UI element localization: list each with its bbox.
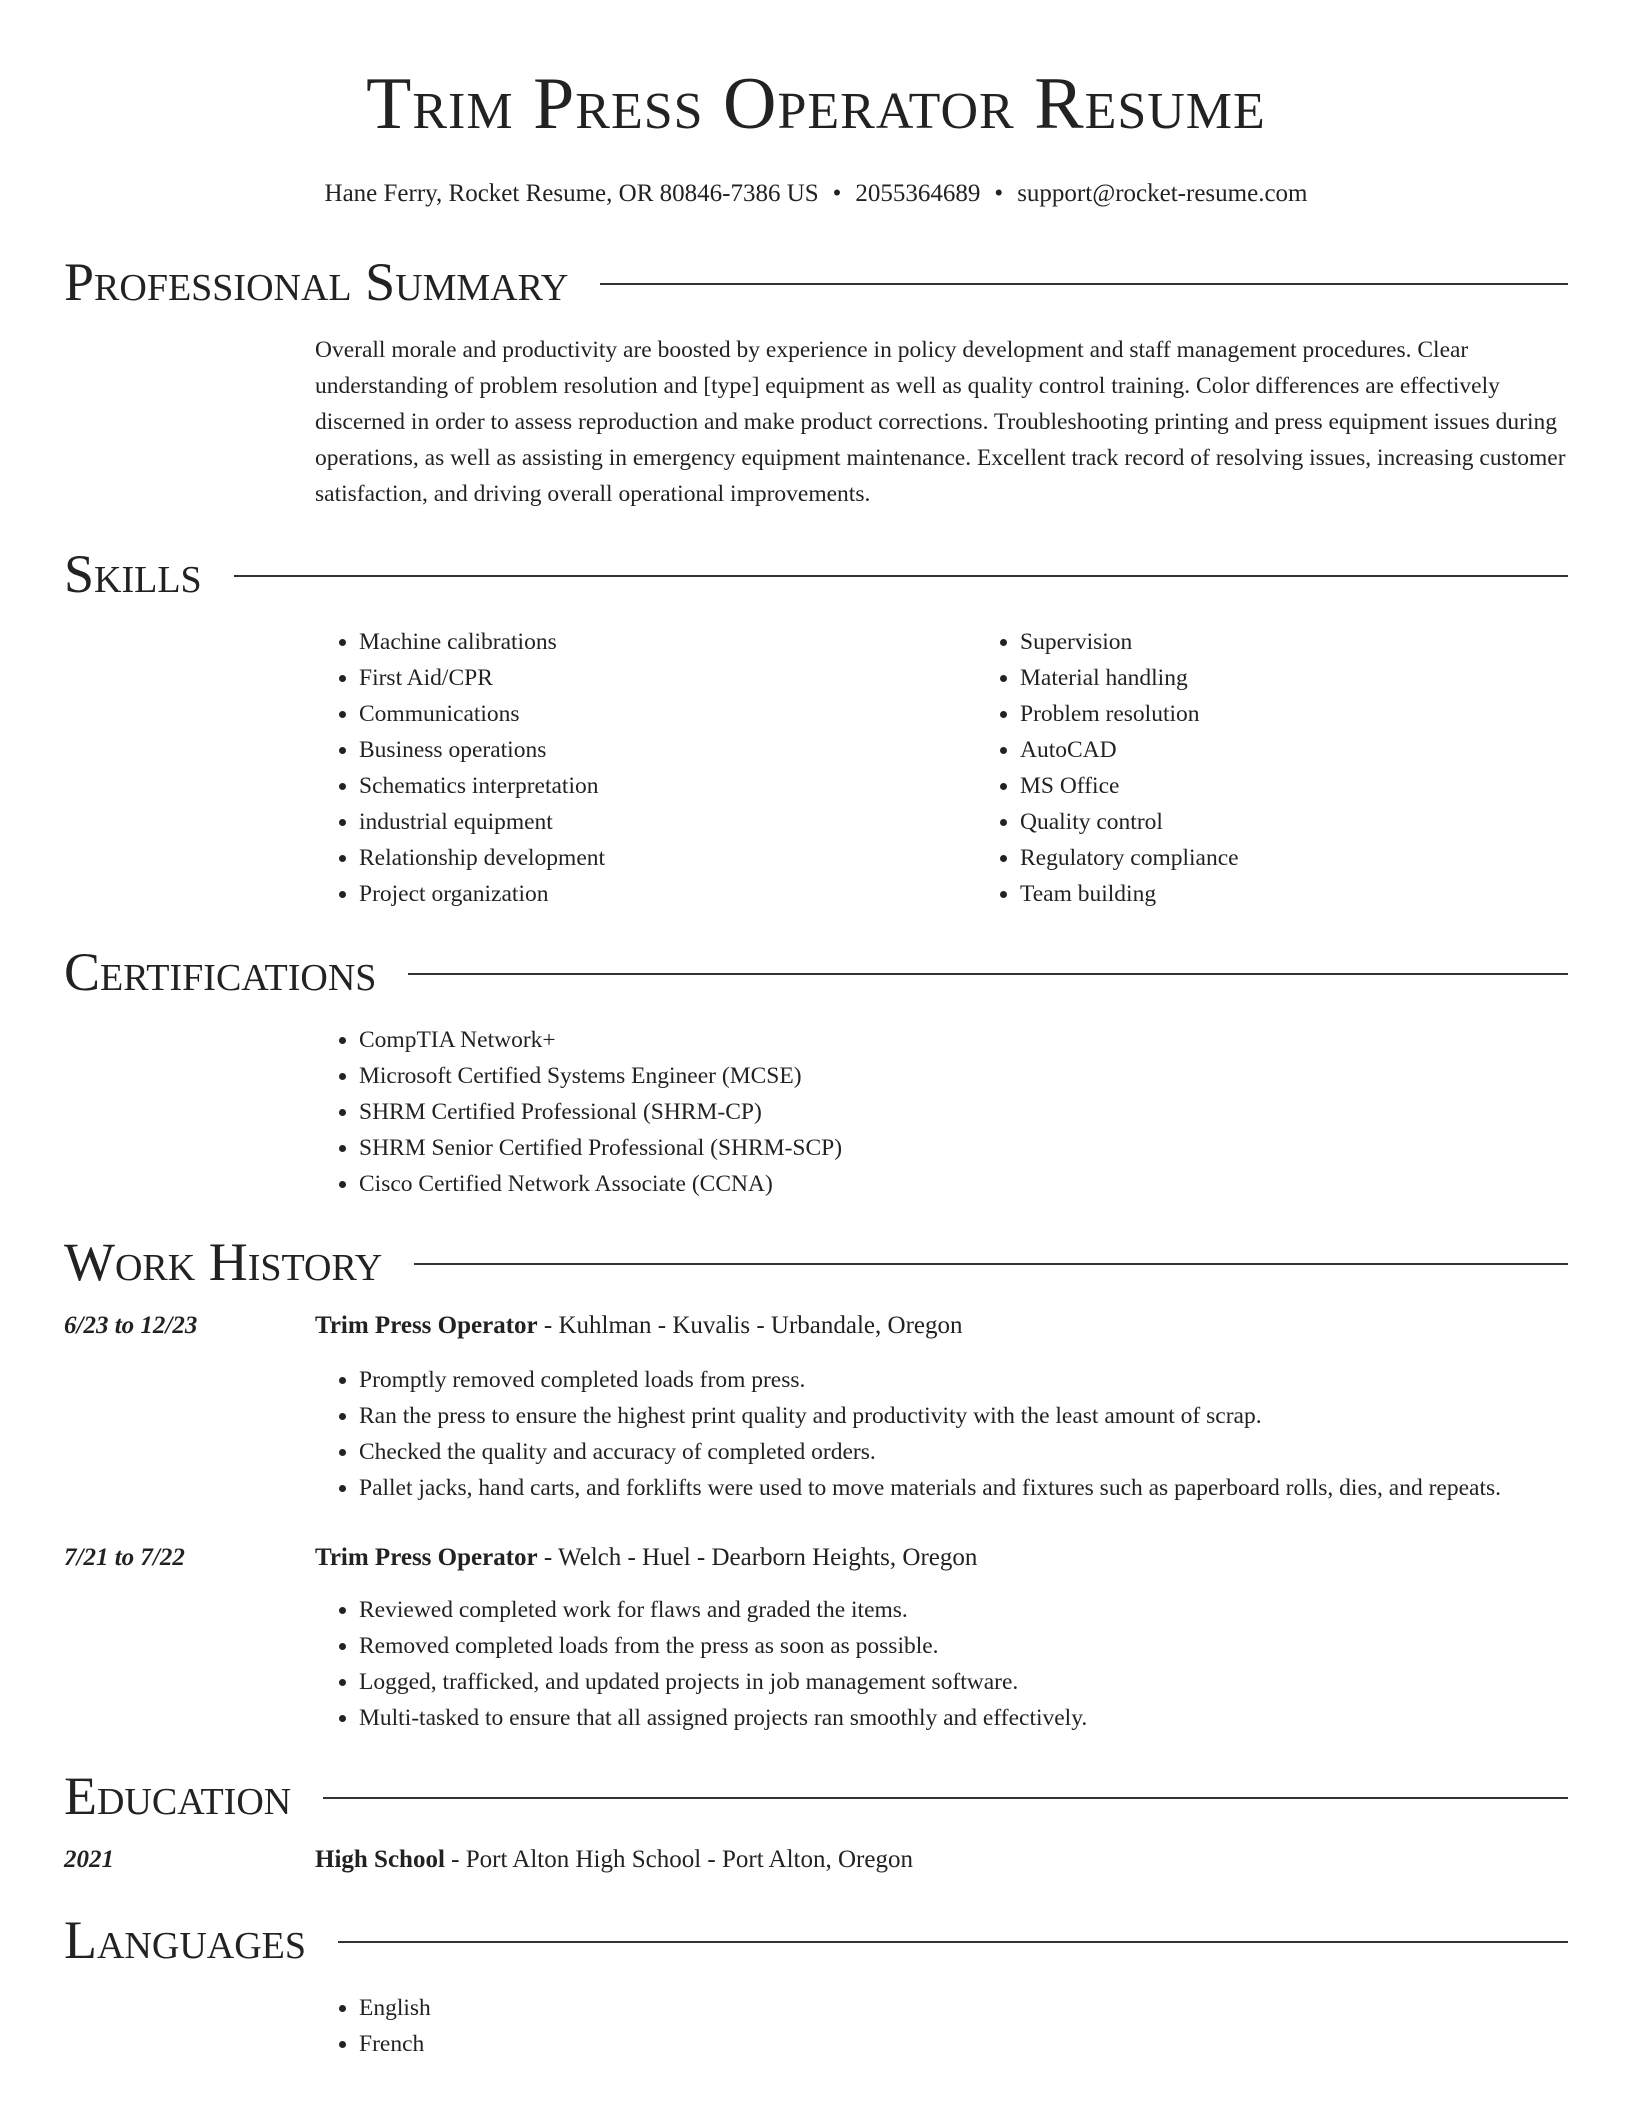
section-divider — [323, 1797, 1568, 1799]
job-bullet: • Removed completed loads from the press as soon as possible. — [359, 1628, 1568, 1664]
education-heading-line — [315, 1842, 913, 1878]
skill-item: • Material handling — [1020, 660, 1632, 696]
languages-heading: Languages — [64, 1910, 306, 1970]
skill-item: • First Aid/CPR — [359, 660, 976, 696]
education-entry — [64, 1842, 1568, 1878]
job-bullet: • Checked the quality and accuracy of completed orders. — [359, 1434, 1568, 1470]
certifications-body — [315, 1022, 1568, 1202]
job-body — [315, 1362, 1568, 1506]
job-header — [64, 1540, 1568, 1576]
work-history-heading: Work History — [64, 1232, 383, 1292]
section-divider — [234, 575, 1568, 577]
skills-heading-row — [64, 542, 1568, 606]
education-year: 2021 — [64, 1846, 114, 1873]
skill-item: • Problem resolution — [1020, 696, 1632, 732]
certification-item: • SHRM Certified Professional (SHRM-CP) — [359, 1094, 1568, 1130]
job-bullet: • Reviewed completed work for flaws and graded the items. — [359, 1592, 1568, 1628]
summary-body — [315, 332, 1568, 512]
certifications-heading-row — [64, 940, 1568, 1004]
contact-phone: 2055364689 — [855, 180, 981, 207]
job-bullet: • Logged, trafficked, and updated projects in job management software. — [359, 1664, 1568, 1700]
contact-separator: • — [994, 180, 1004, 207]
section-divider — [408, 973, 1568, 975]
contact-separator: • — [832, 180, 842, 207]
skill-item: • Schematics interpretation — [359, 768, 976, 804]
job-heading — [315, 1540, 977, 1576]
languages-list — [315, 1990, 1568, 2062]
job-bullet: • Ran the press to ensure the highest print quality and productivity with the least amount of scrap. — [359, 1398, 1568, 1434]
job-bullet: • Multi-tasked to ensure that all assigned projects ran smoothly and effectively. — [359, 1700, 1568, 1736]
education-degree: High School — [315, 1846, 445, 1873]
languages-body — [315, 1990, 1568, 2062]
section-divider — [338, 1941, 1568, 1943]
job-dates: 7/21 to 7/22 — [64, 1544, 185, 1571]
job-title: Trim Press Operator — [315, 1544, 538, 1571]
job-entry — [64, 1540, 1568, 1736]
skill-item: • Relationship development — [359, 840, 976, 876]
certification-item: • SHRM Senior Certified Professional (SHRM-SCP) — [359, 1130, 1568, 1166]
job-body — [315, 1592, 1568, 1736]
job-heading — [315, 1308, 963, 1344]
language-item: • French — [359, 2026, 1568, 2062]
contact-address: Hane Ferry, Rocket Resume, OR 80846-7386 US — [324, 180, 819, 207]
skills-section — [64, 542, 1568, 912]
certifications-list — [315, 1022, 1568, 1202]
language-item: • English — [359, 1990, 1568, 2026]
summary-text: Overall morale and productivity are boosted by experience in policy development and staff management procedures. Clear understanding of problem resolution and [type] equipment as well as quality control training. Color differences are effectively discerned in order to assess reproduction and make product corrections. Troubleshooting printing and press equipment issues during operations, as well as assisting in emergency equipment maintenance. Excellent track record of resolving issues, increasing customer satisfaction, and driving overall operational improvements. — [315, 337, 1566, 507]
skill-item: • Machine calibrations — [359, 624, 976, 660]
summary-heading-row — [64, 250, 1568, 314]
contact-line — [64, 178, 1568, 210]
skill-item: • Business operations — [359, 732, 976, 768]
certification-item: • Microsoft Certified Systems Engineer (MCSE) — [359, 1058, 1568, 1094]
job-bullet: • Promptly removed completed loads from press. — [359, 1362, 1568, 1398]
job-bullets — [315, 1592, 1568, 1736]
skill-item: • Communications — [359, 696, 976, 732]
education-section — [64, 1764, 1568, 1878]
job-bullet: • Pallet jacks, hand carts, and forklifts were used to move materials and fixtures such as paperboard rolls, dies, and repeats. — [359, 1470, 1568, 1506]
education-details: - Port Alton High School - Port Alton, Oregon — [444, 1846, 913, 1873]
skill-item: • AutoCAD — [1020, 732, 1632, 768]
skills-heading: Skills — [64, 544, 202, 604]
skill-item: • industrial equipment — [359, 804, 976, 840]
job-entry — [64, 1308, 1568, 1506]
skill-item: • Supervision — [1020, 624, 1632, 660]
job-dates: 6/23 to 12/23 — [64, 1312, 198, 1339]
certifications-section — [64, 940, 1568, 1202]
work-history-section — [64, 1230, 1568, 1736]
skills-list-right — [976, 624, 1632, 912]
resume-title: Trim Press Operator Resume — [366, 63, 1266, 145]
job-header — [64, 1308, 1568, 1344]
skill-item: • Project organization — [359, 876, 976, 912]
job-title: Trim Press Operator — [315, 1312, 538, 1339]
summary-heading: Professional Summary — [64, 252, 569, 312]
skill-item: • Regulatory compliance — [1020, 840, 1632, 876]
section-divider — [600, 283, 1568, 285]
skills-list-left — [315, 624, 976, 912]
certification-item: • CompTIA Network+ — [359, 1022, 1568, 1058]
skill-item: • MS Office — [1020, 768, 1632, 804]
job-details: - Welch - Huel - Dearborn Heights, Oregon — [537, 1544, 978, 1571]
job-details: - Kuhlman - Kuvalis - Urbandale, Oregon — [537, 1312, 963, 1339]
contact-email: support@rocket-resume.com — [1017, 180, 1308, 207]
skill-item: • Team building — [1020, 876, 1632, 912]
education-header — [64, 1842, 1568, 1878]
skill-item: • Quality control — [1020, 804, 1632, 840]
education-heading: Education — [64, 1766, 292, 1826]
summary-section — [64, 250, 1568, 512]
education-heading-row — [64, 1764, 1568, 1828]
section-divider — [414, 1263, 1568, 1265]
certification-item: • Cisco Certified Network Associate (CCNA) — [359, 1166, 1568, 1202]
certifications-heading: Certifications — [64, 942, 377, 1002]
skills-grid — [315, 624, 1568, 912]
job-bullets — [315, 1362, 1568, 1506]
languages-heading-row — [64, 1908, 1568, 1972]
languages-section — [64, 1908, 1568, 2062]
work-history-heading-row — [64, 1230, 1568, 1294]
